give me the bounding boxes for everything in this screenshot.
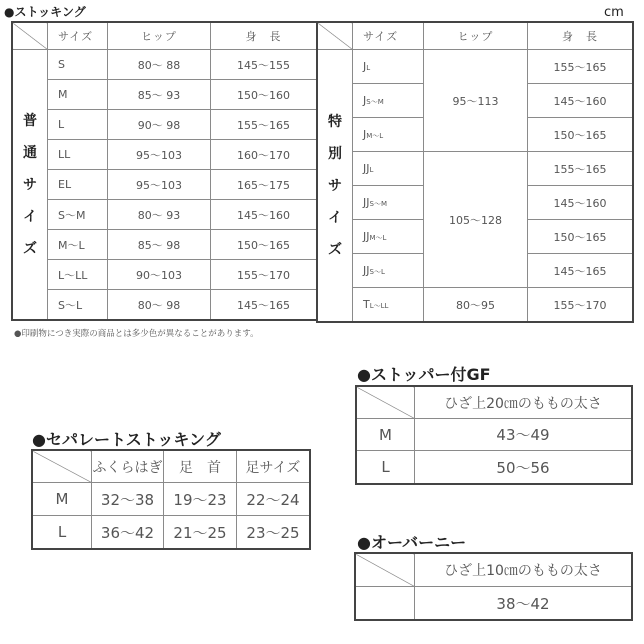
size-cell: L — [357, 451, 415, 484]
height-cell: 150〜165 — [528, 220, 633, 254]
hip-cell: 90〜 98 — [108, 110, 211, 140]
value-cell: 36〜42 — [92, 516, 164, 549]
hip-group-cell: 105〜128 — [424, 152, 528, 288]
height-cell: 155〜170 — [211, 260, 317, 290]
overknee-table — [355, 553, 632, 620]
height-cell: 155〜170 — [528, 288, 633, 322]
overknee-title: ●オーバーニー — [357, 533, 467, 552]
header-thigh-20cm: ひざ上20㎝のももの太さ — [415, 387, 632, 419]
header-ankle: 足 首 — [164, 451, 237, 483]
size-cell: M — [33, 483, 92, 516]
normal-size-table — [12, 22, 317, 320]
gf-title: ●ストッパー付GF — [357, 365, 491, 384]
header-height: 身 長 — [211, 23, 317, 50]
value-cell: 43〜49 — [415, 419, 632, 451]
stocking-title: ●ストッキング — [4, 5, 86, 19]
value-cell: 50〜56 — [415, 451, 632, 484]
size-cell: JJS〜L — [353, 254, 424, 288]
hip-cell: 90〜103 — [108, 260, 211, 290]
hip-group-cell: 95〜113 — [424, 50, 528, 152]
size-cell: JJL — [353, 152, 424, 186]
size-cell: JM〜L — [353, 118, 424, 152]
hip-cell: 80〜 98 — [108, 290, 211, 320]
size-cell: JS〜M — [353, 84, 424, 118]
size-cell: TL〜LL — [353, 288, 424, 322]
height-cell: 150〜165 — [528, 118, 633, 152]
gf-table — [356, 386, 632, 484]
height-cell: 165〜175 — [211, 170, 317, 200]
height-cell: 155〜165 — [528, 152, 633, 186]
height-cell: 145〜160 — [528, 84, 633, 118]
normal-size-label: 普 通 サ イ ズ — [13, 50, 48, 320]
header-height: 身 長 — [528, 23, 633, 50]
corner-cell — [318, 23, 353, 50]
hip-group-cell: 80〜95 — [424, 288, 528, 322]
header-thigh-10cm: ひざ上10㎝のももの太さ — [415, 554, 632, 587]
value-cell: 32〜38 — [92, 483, 164, 516]
header-size: サイズ — [48, 23, 108, 50]
size-cell: JJS〜M — [353, 186, 424, 220]
height-cell: 155〜165 — [528, 50, 633, 84]
hip-cell: 80〜 88 — [108, 50, 211, 80]
size-cell: M〜L — [48, 230, 108, 260]
header-calf: ふくらはぎ — [92, 451, 164, 483]
size-cell: LL — [48, 140, 108, 170]
height-cell: 150〜165 — [211, 230, 317, 260]
print-color-note: ●印刷物につき実際の商品とは多少色が異なることがあります。 — [14, 329, 259, 339]
height-cell: 145〜155 — [211, 50, 317, 80]
corner-cell — [13, 23, 48, 50]
size-cell: JJM〜L — [353, 220, 424, 254]
size-cell: S — [48, 50, 108, 80]
size-cell: L — [48, 110, 108, 140]
size-cell — [356, 587, 415, 620]
header-size: サイズ — [353, 23, 424, 50]
size-cell: L〜LL — [48, 260, 108, 290]
value-cell: 38〜42 — [415, 587, 632, 620]
height-cell: 145〜165 — [528, 254, 633, 288]
hip-cell: 85〜 93 — [108, 80, 211, 110]
corner-cell — [33, 451, 92, 483]
size-cell: EL — [48, 170, 108, 200]
value-cell: 21〜25 — [164, 516, 237, 549]
height-cell: 145〜160 — [528, 186, 633, 220]
size-cell: M — [357, 419, 415, 451]
corner-cell — [357, 387, 415, 419]
size-cell: JL — [353, 50, 424, 84]
size-cell: S〜L — [48, 290, 108, 320]
height-cell: 150〜160 — [211, 80, 317, 110]
size-cell: L — [33, 516, 92, 549]
separate-table — [32, 450, 310, 549]
height-cell: 155〜165 — [211, 110, 317, 140]
hip-cell: 95〜103 — [108, 170, 211, 200]
special-size-table — [317, 22, 633, 322]
header-foot-size: 足サイズ — [237, 451, 310, 483]
special-size-label: 特 別 サ イ ズ — [318, 50, 353, 322]
size-cell: S〜M — [48, 200, 108, 230]
header-hip: ヒップ — [108, 23, 211, 50]
hip-cell: 80〜 93 — [108, 200, 211, 230]
size-cell: M — [48, 80, 108, 110]
value-cell: 22〜24 — [237, 483, 310, 516]
hip-cell: 85〜 98 — [108, 230, 211, 260]
value-cell: 23〜25 — [237, 516, 310, 549]
value-cell: 19〜23 — [164, 483, 237, 516]
header-hip: ヒップ — [424, 23, 528, 50]
height-cell: 160〜170 — [211, 140, 317, 170]
separate-title: ●セパレートストッキング — [32, 430, 221, 449]
height-cell: 145〜160 — [211, 200, 317, 230]
height-cell: 145〜165 — [211, 290, 317, 320]
unit-label: cm — [604, 5, 624, 20]
hip-cell: 95〜103 — [108, 140, 211, 170]
corner-cell — [356, 554, 415, 587]
